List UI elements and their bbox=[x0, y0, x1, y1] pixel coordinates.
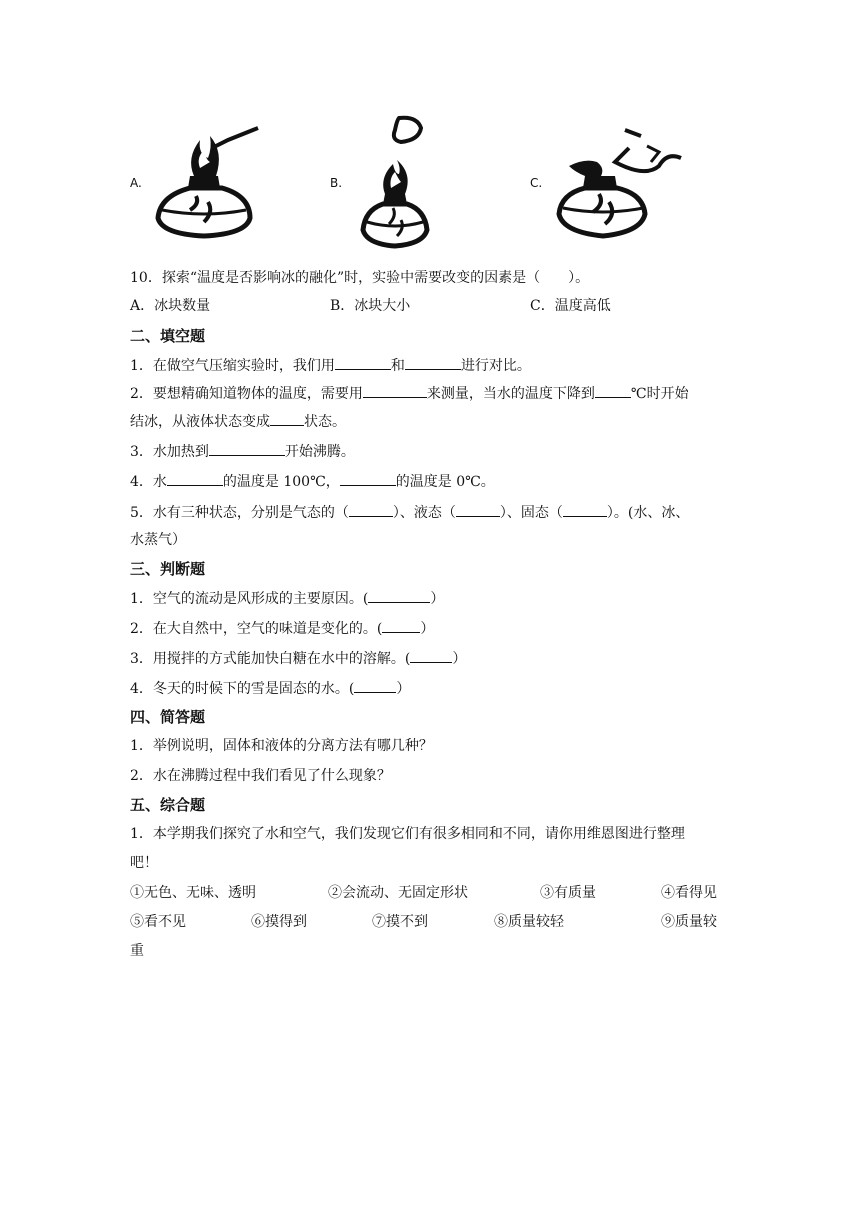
fill-q4-text: 的温度是 100℃， bbox=[222, 474, 340, 490]
section3-title: 三、判断题 bbox=[130, 560, 206, 578]
alcohol-lamp-icon bbox=[555, 122, 685, 244]
option-b-letter: B. bbox=[330, 176, 343, 190]
judge-q4-text: ） bbox=[396, 681, 411, 697]
answer-blank[interactable] bbox=[410, 648, 452, 663]
judge-q2 bbox=[130, 618, 434, 639]
answer-blank[interactable] bbox=[595, 383, 631, 398]
q10-stem: 10．探索“温度是否影响冰的融化”时，实验中需要改变的因素是（ ）。 bbox=[130, 270, 590, 286]
q10-option-b: B．冰块大小 bbox=[330, 298, 411, 314]
fill-q4-text: 4．水 bbox=[130, 474, 167, 490]
choice-item: ①无色、无味、透明 bbox=[130, 885, 256, 901]
alcohol-lamp-icon bbox=[150, 118, 260, 248]
choice-item: ⑥摸得到 bbox=[251, 914, 307, 930]
judge-q1 bbox=[130, 588, 444, 609]
answer-blank[interactable] bbox=[382, 618, 420, 633]
comprehensive-q1-cont: 吧！ bbox=[130, 855, 158, 871]
answer-blank[interactable] bbox=[167, 471, 223, 486]
answer-blank[interactable] bbox=[405, 355, 461, 370]
fill-q5-cont: 水蒸气） bbox=[130, 532, 186, 548]
choice-item: ⑧质量较轻 bbox=[494, 914, 564, 930]
choice-item: ④看得见 bbox=[661, 885, 717, 901]
fill-q5-text: ）、固态（ bbox=[499, 505, 563, 521]
judge-q4 bbox=[130, 678, 410, 699]
judge-q3 bbox=[130, 648, 466, 669]
q10-option-c: C．温度高低 bbox=[530, 298, 611, 314]
fill-q2-text: 状态。 bbox=[304, 414, 346, 430]
judge-q4-text: 4．冬天的时候下的雪是固态的水。( bbox=[130, 681, 355, 697]
judge-q2-text: 2．在大自然中，空气的味道是变化的。( bbox=[130, 621, 383, 637]
q10-option-a: A．冰块数量 bbox=[130, 298, 211, 314]
fill-q2-text: 结冰，从液体状态变成 bbox=[130, 414, 270, 430]
alcohol-lamp-icon bbox=[355, 112, 435, 254]
fill-q1 bbox=[130, 355, 531, 376]
fill-q3-text: 开始沸腾。 bbox=[284, 444, 355, 460]
option-c-letter: C. bbox=[530, 176, 543, 190]
answer-blank[interactable] bbox=[354, 678, 396, 693]
answer-blank[interactable] bbox=[349, 502, 393, 517]
fill-q5-text: ）。(水、冰、 bbox=[606, 505, 690, 521]
section4-title: 四、简答题 bbox=[130, 708, 206, 726]
comprehensive-q1: 1．本学期我们探究了水和空气，我们发现它们有很多相同和不同，请你用维恩图进行整理 bbox=[130, 826, 685, 842]
answer-blank[interactable] bbox=[335, 355, 391, 370]
fill-q1-text: 1．在做空气压缩实验时，我们用 bbox=[130, 358, 335, 374]
fill-q4 bbox=[130, 471, 495, 492]
fill-q5-text: 5．水有三种状态，分别是气态的（ bbox=[130, 505, 349, 521]
fill-q2-text: ℃时开始 bbox=[630, 386, 689, 402]
fill-q1-text: 进行对比。 bbox=[460, 358, 531, 374]
fill-q4-text: 的温度是 0℃。 bbox=[395, 474, 495, 490]
short-answer-q2: 2．水在沸腾过程中我们看见了什么现象？ bbox=[130, 768, 391, 784]
answer-blank[interactable] bbox=[340, 471, 396, 486]
answer-blank[interactable] bbox=[456, 502, 500, 517]
choice-item: ③有质量 bbox=[540, 885, 596, 901]
section2-title: 二、填空题 bbox=[130, 327, 206, 345]
answer-blank[interactable] bbox=[209, 441, 285, 456]
judge-q1-text: 1．空气的流动是风形成的主要原因。( bbox=[130, 591, 369, 607]
fill-q2-text: 2．要想精确知道物体的温度，需要用 bbox=[130, 386, 363, 402]
judge-q2-text: ） bbox=[420, 621, 435, 637]
fill-q2-text: 来测量，当水的温度下降到 bbox=[426, 386, 595, 402]
judge-q1-text: ） bbox=[430, 591, 445, 607]
choice-item: ⑦摸不到 bbox=[372, 914, 428, 930]
choice-item: ⑨质量较 bbox=[661, 914, 717, 930]
judge-q3-text: ） bbox=[452, 651, 467, 667]
fill-q5 bbox=[130, 502, 689, 523]
fill-q2-cont bbox=[130, 411, 346, 432]
fill-q5-text: ）、液态（ bbox=[392, 505, 456, 521]
answer-blank[interactable] bbox=[563, 502, 607, 517]
fill-q3 bbox=[130, 441, 355, 462]
answer-blank[interactable] bbox=[363, 383, 427, 398]
judge-q3-text: 3．用搅拌的方式能加快白糖在水中的溶解。( bbox=[130, 651, 411, 667]
choice-item-cont: 重 bbox=[130, 943, 144, 959]
fill-q1-text: 和 bbox=[390, 358, 405, 374]
answer-blank[interactable] bbox=[368, 588, 430, 603]
option-a-letter: A. bbox=[130, 176, 142, 190]
fill-q2 bbox=[130, 383, 689, 404]
choice-item: ⑤看不见 bbox=[130, 914, 186, 930]
short-answer-q1: 1．举例说明，固体和液体的分离方法有哪几种？ bbox=[130, 738, 433, 754]
section5-title: 五、综合题 bbox=[130, 796, 206, 814]
answer-blank[interactable] bbox=[270, 411, 304, 426]
fill-q3-text: 3．水加热到 bbox=[130, 444, 209, 460]
choice-item: ②会流动、无固定形状 bbox=[328, 885, 468, 901]
